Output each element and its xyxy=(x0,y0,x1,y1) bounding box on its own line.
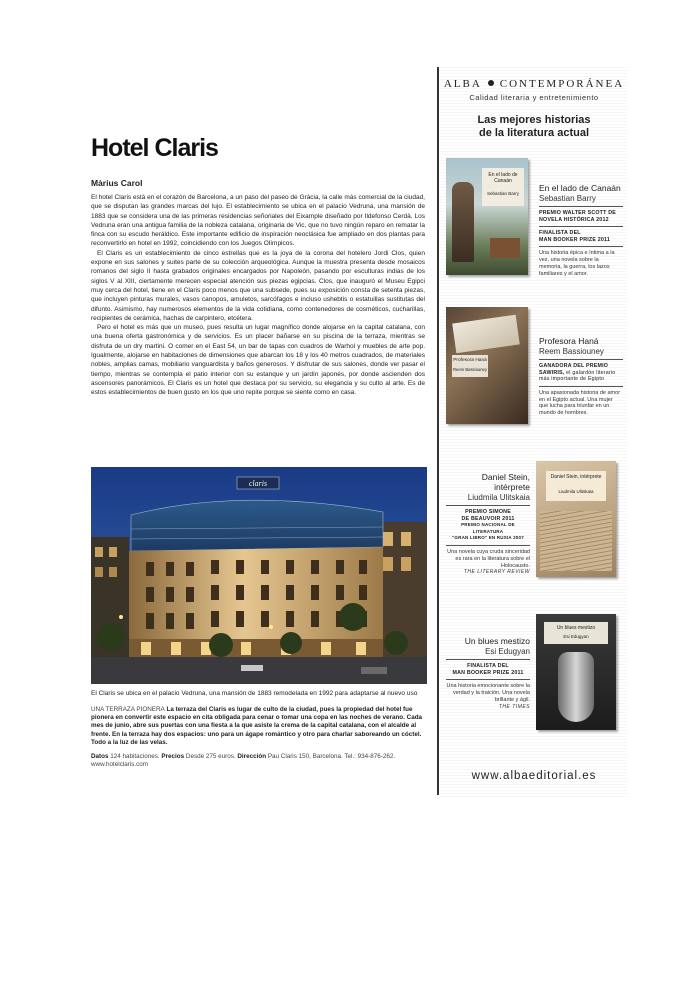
book-blurb: Una historia emocionante sobre la verdad y la traición. Una novela brillante y ágil. xyxy=(446,683,530,703)
headline-line: Las mejores historias xyxy=(477,114,591,126)
book-title: Daniel Stein, xyxy=(481,472,530,482)
cover-author: Liudmila Ulitskaia xyxy=(558,489,594,494)
book-title: Profesora Haná xyxy=(539,336,599,346)
book-author: Reem Bassiouney xyxy=(539,347,604,356)
photo-caption: El Claris se ubica en el palacio Vedruna, una mansión de 1883 remodelada en 1992 para adaptarse al nuevo uso xyxy=(91,690,418,697)
datos-label: Datos xyxy=(91,753,109,760)
book-info-canaan xyxy=(539,183,623,278)
cover-title: Un blues mestizo xyxy=(556,625,596,631)
divider-line xyxy=(539,246,623,247)
book-prize: FINALISTA DEL MAN BOOKER PRIZE 2011 xyxy=(539,230,611,243)
book-info-daniel-stein xyxy=(446,472,530,575)
cover-title: Daniel Stein, intérprete xyxy=(550,474,602,480)
book-author: Sebastian Barry xyxy=(539,194,596,203)
divider-line xyxy=(446,679,530,680)
book-cover-canaan[interactable] xyxy=(446,158,528,275)
headline-line: de la literatura actual xyxy=(478,127,590,139)
ad-brand xyxy=(440,78,628,90)
precios-value: Desde 275 euros. xyxy=(185,753,236,760)
divider-line xyxy=(446,659,530,660)
book-cover-hana[interactable] xyxy=(446,307,528,424)
precios-label: Precios xyxy=(161,753,185,760)
quote-source: THE TIMES xyxy=(498,703,530,710)
woman-figure-icon xyxy=(452,182,474,262)
book-title: En el lado de Canaán xyxy=(539,183,621,193)
cover-author: Esi Edugyan xyxy=(563,634,589,639)
book-cover-daniel-stein[interactable] xyxy=(536,461,616,577)
cover-title: Profesora Haná xyxy=(453,358,487,363)
book-info-hana xyxy=(539,336,623,417)
book-info-blues-mestizo xyxy=(446,636,530,710)
brand-dot-icon xyxy=(488,80,494,86)
book-title: Un blues mestizo xyxy=(464,636,530,646)
article-paragraph: El hotel Claris está en el corazón de Barcelona, a un paso del paseo de Gràcia, la calle más comercial de la ciudad, que se disputan las grandes marcas del lujo. El establecimiento se ubica en el palacio Vedruna, una mansión de 1883 que se considera una de las primeras residencias señoriales del Eixample diseñado por Ildefonso Cerdà. Los Vedruna eran una antigua familia de la nobleza catalana, originaria de Vic, que no tuvo ningún reparo en rematar la finca con su escudo heráldico. Este importante edificio de inspiración neoclásica fue ampliado en dos plantas para reconvertirlo en hotel en 1992, coincidiendo con los Juegos Olímpicos. xyxy=(91,194,425,248)
cover-author: Sebastian Barry xyxy=(486,191,520,196)
divider-line xyxy=(446,545,530,546)
book-blurb: Una historia épica e íntima a la vez, una novela sobre la memoria, la guerra, los lazos familiares y el amor. xyxy=(539,250,615,277)
book-title: intérprete xyxy=(494,482,530,492)
publisher-website-link[interactable]: www.albaeditorial.es xyxy=(471,770,597,782)
ad-tagline: Calidad literaria y entretenimiento xyxy=(469,93,599,102)
book-prize: PREMIO WALTER SCOTT DE NOVELA HISTÓRICA 2012 xyxy=(539,210,616,223)
datos-value: 124 habitaciones. xyxy=(110,753,160,760)
hotel-info xyxy=(91,753,425,769)
divider-line xyxy=(539,386,623,387)
book-prize: PREMIO SIMONE DE BEAUVOIR 2011 PREMIO NACIONAL DE LITERATURA "GRAN LIBRO" EN RUSIA 2007 xyxy=(452,509,524,541)
book-author: Liudmila Ulitskaia xyxy=(467,493,530,502)
direccion-label: Dirección xyxy=(237,753,267,760)
cover-author: Reem Bassiouney xyxy=(453,367,487,372)
divider-line xyxy=(446,505,530,506)
divider-line xyxy=(539,359,623,360)
hotel-sign-text: claris xyxy=(248,479,268,488)
ad-headline xyxy=(440,114,628,140)
book-prize: FINALISTA DEL MAN BOOKER PRIZE 2011 xyxy=(452,663,524,676)
hotel-building-illustration xyxy=(91,467,427,684)
book-blurb: Una apasionada historia de amor en el Egipto actual. Una mujer que lucha para triunfar en un mundo de hombres. xyxy=(539,389,621,417)
sidebar-body: La terraza del Claris es lugar de culto de la ciudad, pues la propiedad del hotel fue pionera en convertir este espacio en cita obligada para cenar o tomar una copa en las noches de verano. Cada mes de junio, abre sus puertas con una fiesta a la que asiste la crema de la capital catalana, con el alcalde al frente. En la terraza hay dos espacios: uno para un ágape romántico y otro para charlar saboreando un cóctel. Todo a la luz de las velas. xyxy=(91,706,423,746)
book-prize: GANADORA DEL PREMIO SAWIRIS, el galardón literario más importante de Egipto xyxy=(539,363,616,383)
article-body xyxy=(91,193,425,398)
sidebar-lead: UNA TERRAZA PIONERA xyxy=(91,706,165,713)
book-author: Esi Edugyan xyxy=(485,647,530,656)
trumpet-icon xyxy=(558,652,594,722)
divider-line xyxy=(539,206,623,207)
book-cover-blues-mestizo[interactable] xyxy=(536,614,616,730)
article-author: Màrius Carol xyxy=(91,178,143,188)
article-paragraph: Pero el hotel es más que un museo, pues resulta un lugar magnífico donde alojarse en la capital catalana, con una buena oferta gastronómica y de servicios. Es un placer bañarse en su piscina de la terraza, mientras se disfruta de un dry martini. O comer en el East 54, un bar de tapas con cuadros de Warhol y muebles de arte pop. Igualmente, alojarse en habitaciones de dimensiones que abarcan los 18 y los 40 metros cuadrados, de materiales nobles, amplias camas, mobiliario vanguardista y baños generosos. Y disfrutar de sus salones, donde ver pasar el tiempo, mientras se contempla el patio interior con su estanque y un jardín japonés, por donde ascienden dos ascensores panorámicos. El Claris es un hotel que destaca por su servicio, su elegancia y su culto al arte. Es de estos establecimientos de buen gusto en los que uno repite porque se siente como en casa. xyxy=(91,324,425,397)
cover-title: En el lado de Canaán xyxy=(488,172,518,184)
brand-right: CONTEMPORÁNEA xyxy=(499,78,625,90)
divider-line xyxy=(539,226,623,227)
ad-divider xyxy=(437,67,439,795)
open-book-icon xyxy=(452,315,520,354)
sidebar-terraza xyxy=(91,706,425,747)
suitcase-icon xyxy=(490,238,520,258)
article-title: Hotel Claris xyxy=(91,134,218,162)
direccion-value: Pau Claris 150, Barcelona. Tel.: 934-876-262. www.hotelclaris.com xyxy=(91,753,396,768)
brand-left: ALBA xyxy=(443,78,482,90)
handwritten-letters-icon xyxy=(540,511,612,571)
article-paragraph: El Claris es un establecimiento de cinco estrellas que es la joya de la corona del hotelero Jordi Clos, quien expone en sus salones y suites parte de su colección arqueológica. Aunque la muestra presenta desde mosaicos romanos del siglo II hasta grabados originales encargados por Napoleón, pasando por esculturas indias de los siglos V al XIII, ciertamente merecen especial atención sus piezas egipcias. Clos, que inauguró el Museu Egipci muy cerca del hotel, tiene en el Claris poco menos que una subsede, pues su exposición consta de setenta piezas, que incluyen pinturas murales, vasos canopos, amuletos, sarcófagos e incluso ushebtis o estatuillas sustitutas del difunto. Asimismo, hay numerosos elementos de la vida cotidiana, como contenedores de cosméticos, cucharillas, recipientes de cerámica, hachas de carpintero, etcétera. xyxy=(91,249,425,322)
book-blurb: Una novela cuya cruda sinceridad es rara en la literatura sobre el Holocausto. xyxy=(447,548,530,569)
quote-source: THE LITERARY REVIEW xyxy=(463,569,530,576)
hotel-photo xyxy=(91,467,427,684)
